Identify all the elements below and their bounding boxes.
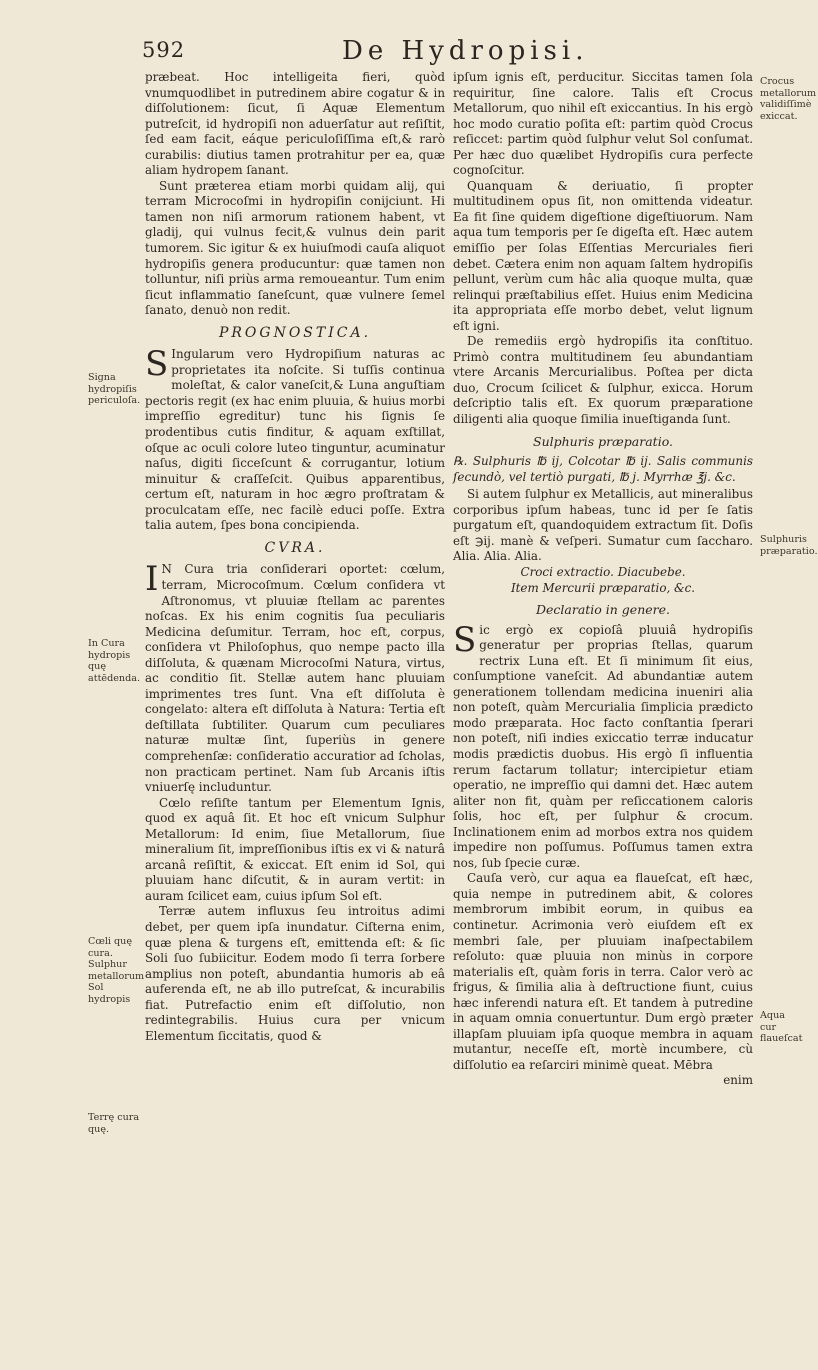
left-column bbox=[145, 70, 445, 1044]
heading-sulphuris: Sulphuris præparatio. bbox=[533, 433, 673, 449]
croci-line: Croci extractio. Diacubebe. bbox=[520, 564, 686, 579]
heading-cura: CVRA. bbox=[264, 539, 326, 556]
recipe: ℞. Sulphuris ℔ ij, Colcotar ℔ ij. Salis communis ſecundò, vel tertiò purgati, ℔ j. Myrrhæ ℥j. &c. bbox=[453, 454, 753, 484]
margin-note-in-cura: In Cura hydropis quę attēdenda. bbox=[88, 638, 141, 684]
margin-note-coeli: Cœli quę cura. Sulphur metallorum Sol hydropis bbox=[88, 936, 145, 1005]
dropcap-s2: S bbox=[453, 619, 477, 660]
left-paragraph-3 bbox=[145, 344, 445, 534]
left-paragraph-4 bbox=[145, 559, 445, 795]
left-paragraph-1: præbeat. Hoc intelligeita fieri, quòd vnumquodlibet in putredinem abire cogatur & in diſſolutionem: ſicut, ſi Aquæ Elementum putreſcit, id hydropiſi non aduerſatur aut reſiſtit, ſed eam facit, eáque periculoſiſſima eſt,& rarò curabilis: diutius tamen protrahitur per ea, quæ aliam hydropem ſanant. bbox=[145, 70, 445, 178]
right-paragraph-3: De remediis ergò hydropiſis ita conſtituo. Primò contra multitudinem ſeu abundantiam vtere Arcanis Mercurialibus. Poſtea per dicta duo, Crocum ſcilicet & ſulphur, exicca. Horum deſcriptio talis eſt. Ex quorum præparatione diligenti alia quoque ſimilia inueſtiganda ſunt. bbox=[453, 334, 753, 427]
margin-note-terrae: Terrę cura quę. bbox=[88, 1112, 140, 1135]
dropcap-i: I bbox=[145, 559, 159, 600]
right-paragraph-2: Quanquam & deriuatio, ſi propter multitudinem opus ſit, non omittenda videatur. Ea fit ſine quidem digeſtione digeſtiuorum. Nam aqua tum temporis per ſe digeſta eſt. Hæc autem emiſſio per ſolas Eſſentias Mercuriales fieri debet. Cætera enim non aquam ſaltem hydropiſis pellunt, verùm cum hâc alia quoque multa, quæ relinqui præſtabilius eſſet. Huius enim Medicina ita appropriata eſſe morbo debet, velut lignum eſt igni. bbox=[453, 178, 753, 333]
right-paragraph-1: ipſum ignis eſt, perducitur. Siccitas tamen ſola requiritur, ſine calore. Talis eſt Crocus Metallorum, quo nihil eſt exiccantius. In his ergò hoc modo curatio poſita eſt: partim quòd Crocus reſiccet: partim quòd ſulphur velut Sol conſumat. Per hæc duo quælibet Hydropiſis cura perfecte cognoſcitur. bbox=[453, 70, 753, 178]
right-paragraph-5 bbox=[453, 619, 753, 872]
running-title: De Hydropisi. bbox=[342, 36, 589, 66]
heading-declaratio: Declaratio in genere. bbox=[535, 602, 671, 618]
right-paragraph-4: Si autem ſulphur ex Metallicis, aut mineralibus corporibus ipſum habeas, tunc id per ſe ſatis purgatum eſt, quandoquidem extractum ſit. Doſis eſt ℈ij. manè & veſperi. Sumatur cum ſaccharo. Alia. Alia. Alia. bbox=[453, 487, 753, 564]
margin-note-crocus: Crocus metallorum validiſſimè exiccat. bbox=[760, 76, 817, 122]
margin-note-aqua: Aqua cur flaueſcat bbox=[760, 1010, 803, 1044]
dropcap-s: S bbox=[145, 344, 169, 385]
left-paragraph-5: Cœlo reſiſte tantum per Elementum Ignis, quod ex aquâ ſit. Et hoc eſt vnicum Sulphur Metallorum: Id enim, ſiue Metallorum, ſiue mineralium ſit, impreſſionibus iſtis ex vi & naturâ arcanâ reſiſtit, & exiccat. Eſt enim id Sol, qui pluuiam hanc diſcutit, & in auram vertit: in auram ſcilicet eam, cuius ipſum Sol eſt. bbox=[145, 795, 445, 903]
margin-note-signa: Signa hydropiſis periculoſa. bbox=[88, 372, 141, 406]
left-paragraph-2: Sunt præterea etiam morbi quidam alij, qui terram Microcoſmi in hydropiſin conijciunt. Hi tamen non niſi armorum rationem habent, vt gladij, qui vulnus fecit,& vulnus dein parit tumorem. Sic igitur & ex huiuſmodi cauſa aliquot hydropiſis genera producuntur: quæ tamen non tolluntur, niſi priùs arma remoueantur. Tum enim ſicut inflammatio ſaneſcunt, quæ vulnere ſemel ſanato, denuò non redit. bbox=[145, 178, 445, 318]
heading-prognostica: PROGNOSTICA. bbox=[218, 324, 372, 341]
page-number: 592 bbox=[142, 38, 186, 62]
left-paragraph-6: Terræ autem influxus ſeu introitus adimi debet, per quem ipſa inundatur. Ciſterna enim, quæ plena & turgens eſt, emittenda eſt: & ſic Soli ſuo ſubiicitur. Eodem modo ſi terra ſorbere amplius non poteſt, abundantia humoris ab eâ auferenda eſt, ne ab illo putreſcat, & incurabilis fiat. Putrefactio enim eſt diſſolutio, non redintegrabilis. Huius cura per vnicum Elementum ſiccitatis, quod & bbox=[145, 904, 445, 1043]
margin-note-sulphuris: Sulphuris præparatio. bbox=[760, 534, 818, 557]
catchword: enim bbox=[723, 1073, 753, 1088]
left-paragraph-3-text: Ingularum vero Hydropiſium naturas ac proprietates ita noſcite. Si tuſſis continua moleſtat, & calor vaneſcit,& Luna anguſtiam pectoris regit (ex hac enim pluuia, & huius morbi impreſſio egreditur) tunc his ſignis ſe prodentibus cutis finditur, & aquam exſtillat, oſque ac oculi colore luteo tinguntur, acuminatur naſus, digiti ſicceſcunt & corrugantur, lotium minuitur & craſſeſcit. Quibus apparentibus, certum eſt, naturam in hoc ægro proſtratam & proculcatam eſſe, nec facilè educi poſſe. Extra talia autem, ſpes bona concipienda. bbox=[145, 347, 445, 533]
right-column bbox=[453, 70, 753, 1089]
right-paragraph-6: Cauſa verò, cur aqua ea flaueſcat, eſt hæc, quia nempe in putredinem abit, & colores membrorum imbibit eorum, in quibus ea continetur. Acrimonia verò eiuſdem eſt ex membri ſale, per pluuiam inaſpectabilem reſoluto: quæ pluuia non minùs in corpore materialis eſt, quàm foris in terra. Calor verò ac frigus, & ſimilia alia à deſtructione fiunt, cuius hæc inferendi natura eſt. Et tandem à putredine in aquam omnia conuertuntur. Dum ergò præter illapſam pluuiam ipſa quoque membra in aquam mutantur, neceſſe eſt, mortè incumbere, cù diſſolutio ea reſarciri minimè queat. Mēbra bbox=[453, 871, 753, 1072]
page-header bbox=[142, 36, 752, 70]
right-paragraph-5-text: ic ergò ex copioſâ pluuiâ hydropiſis generatur per proprias ſtellas, quarum rectrix Luna eſt. Et ſi minimum ſit eius, conſumptione vaneſcit. Ad abundantiæ autem generationem tollendam medicina inueniri alia non poteſt, quàm Mercurialia ſimplicia prædicto modo præparata. Hoc facto conſtantia ſperari non poteſt, niſi indies exiccatio terræ inducatur modis prædictis duobus. His ergò ſi influentia rerum factarum tollatur; intercipietur etiam operatio, ne impreſſio qui damni det. Hæc autem aliter non fit, quàm per reſiccationem caloris ſolis, hoc eſt, per ſulphur & crocum. Inclinationem enim ad morbos extra nos quidem impedire non poſſumus. Poſſumus tamen extra nos, ſub ſpecie curæ. bbox=[453, 622, 753, 870]
left-paragraph-4-text: N Cura tria conſiderari oportet: cœlum, terram, Microcoſmum. Cœlum conſiderа vt Aſtronomus, vt pluuiæ ſtellam ac parentes noſcas. Ex his enim cognitis ſua peculiaris Medicina deſumitur. Terram, hoc eſt, corpus, conſidera vt Philoſophus, quo nempe pacto illa diſſoluta, & quænam Microcoſmi Natura, virtus, ac conditio ſit. Stellæ autem hanc pluuiam imprimentes tres ſunt. Vna eſt diſſoluta è congelato: altera eſt diſſoluta à Natura: Tertia eſt deſtillata ſubtiliter. Quarum cum peculiares naturæ multæ ſint, ſuperiùs in genere comprehenſæ: conſideratio accuratior ad ſcholas, non practicam pertinet. Nam ſub Arcanis iſtis vniuerſę includuntur. bbox=[145, 562, 445, 795]
mercurii-line: Item Mercurii præparatio, &c. bbox=[510, 580, 696, 595]
